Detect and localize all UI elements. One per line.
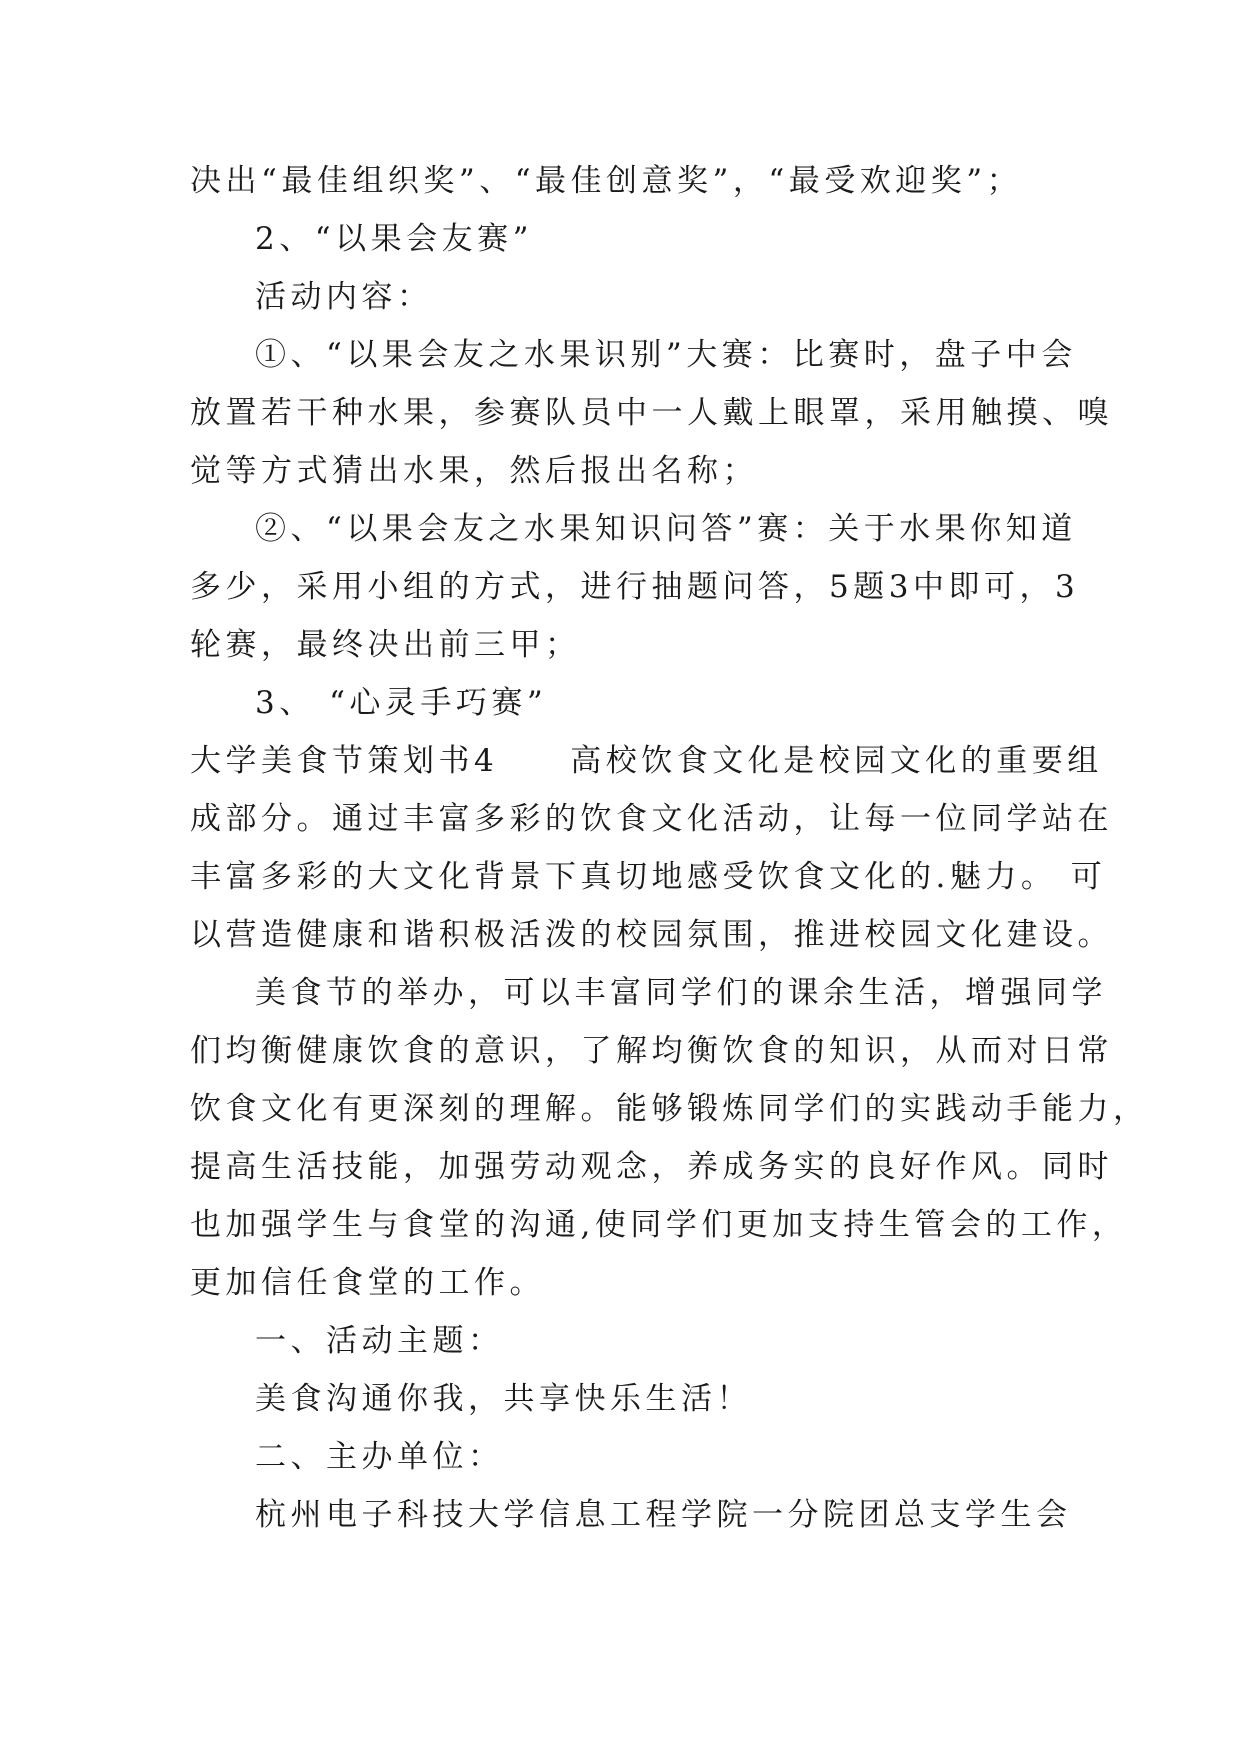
text-line <box>190 732 1103 791</box>
intro-text: 高校饮食文化是校园文化的重要组 <box>570 743 1103 779</box>
text-line: 饮食文化有更深刻的理解。能够锻炼同学们的实践动手能力， <box>190 1091 1149 1127</box>
section-heading: 二、主办单位： <box>255 1439 504 1475</box>
section-heading: 一、活动主题： <box>255 1323 504 1359</box>
section-heading: 2、“以果会友赛” <box>255 221 533 257</box>
text-line: ①、“以果会友之水果识别”大赛：比赛时，盘子中会 <box>255 337 1077 373</box>
text-line: 放置若干种水果，参赛队员中一人戴上眼罩，采用触摸、嗅 <box>190 395 1113 431</box>
text-line: 觉等方式猜出水果，然后报出名称； <box>190 453 758 489</box>
text-line: 多少，采用小组的方式，进行抽题问答，5题3中即可，3 <box>190 569 1080 605</box>
text-line: 决出“最佳组织奖”、“最佳创意奖”，“最受欢迎奖”； <box>190 163 1023 199</box>
text-line: 们均衡健康饮食的意识，了解均衡饮食的知识，从而对日常 <box>190 1033 1113 1069</box>
text-line: 美食沟通你我，共享快乐生活！ <box>255 1381 752 1417</box>
text-line: 活动内容： <box>255 279 433 315</box>
document-title: 大学美食节策划书4 <box>190 743 499 779</box>
text-line: 轮赛，最终决出前三甲； <box>190 627 581 663</box>
section-heading: 3、 “心灵手巧赛” <box>255 685 548 721</box>
text-line: 以营造健康和谐积极活泼的校园氛围，推进校园文化建设。 <box>190 917 1113 953</box>
text-line: 成部分。通过丰富多彩的饮食文化活动，让每一位同学站在 <box>190 801 1113 837</box>
text-line: 丰富多彩的大文化背景下真切地感受饮食文化的.魅力。 可 <box>190 859 1107 895</box>
text-line: 杭州电子科技大学信息工程学院一分院团总支学生会 <box>255 1497 1072 1533</box>
text-line: 提高生活技能，加强劳动观念，养成务实的良好作风。同时 <box>190 1149 1113 1185</box>
text-line: 也加强学生与食堂的沟通,使同学们更加支持生管会的工作， <box>190 1207 1128 1243</box>
text-line: ②、“以果会友之水果知识问答”赛：关于水果你知道 <box>255 511 1077 547</box>
text-line: 美食节的举办，可以丰富同学们的课余生活，增强同学 <box>255 975 1107 1011</box>
text-line: 更加信任食堂的工作。 <box>190 1265 545 1301</box>
